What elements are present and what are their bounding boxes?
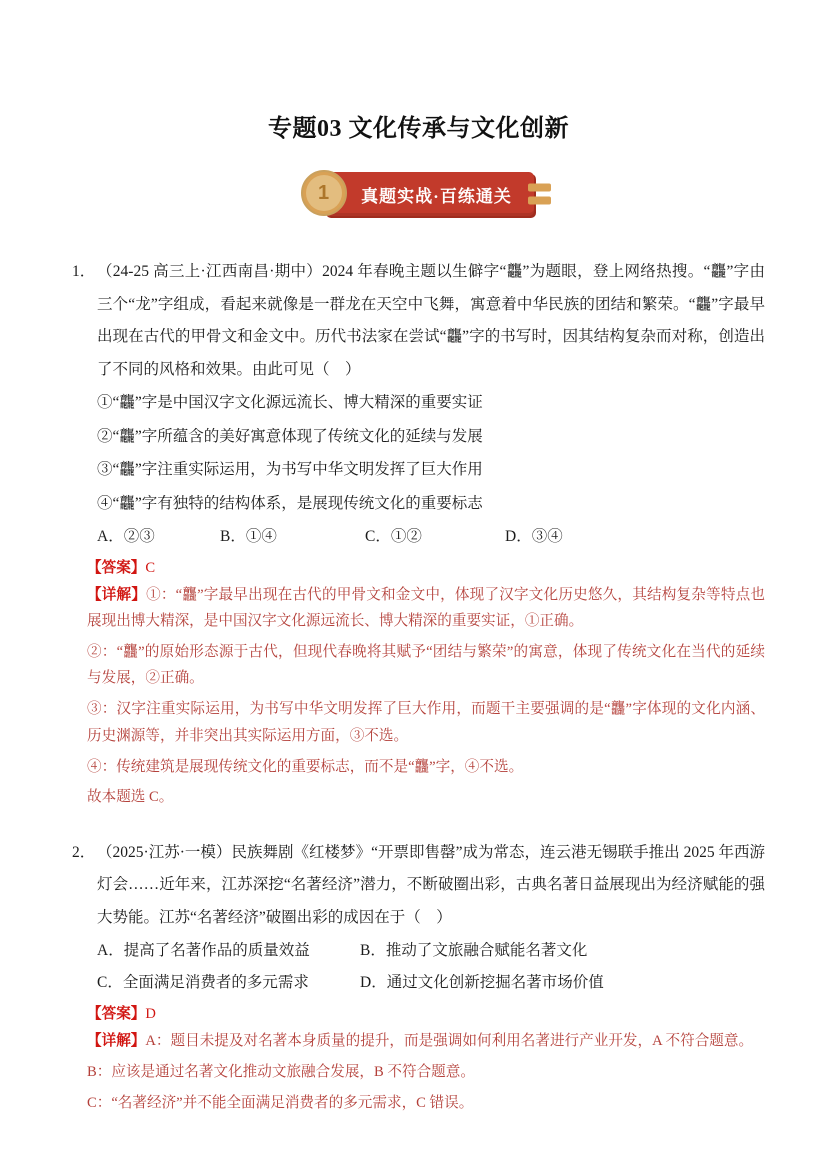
- statement-4: ④“龘”字有独特的结构体系，是展现传统文化的重要标志: [97, 494, 483, 512]
- question-2-number: 2．: [72, 843, 96, 861]
- question-2-stem: [72, 837, 765, 935]
- question-1-answer-block: [87, 555, 765, 811]
- choice-b: B．推动了文旅融合赋能名著文化: [360, 941, 588, 959]
- explanation-paragraph: B：应该是通过名著文化推动文旅融合发展，B 不符合题意。: [87, 1063, 475, 1080]
- explanation-paragraph: ②：“龘”的原始形态源于古代，但现代春晚将其赋予“团结与繁荣”的寓意，体现了传统文化在当代的延续与发展，②正确。: [87, 643, 765, 687]
- banner-number: 1: [317, 181, 330, 204]
- answer-line: [87, 555, 765, 582]
- statement-3: ③“龘”字注重实际运用，为书写中华文明发挥了巨大作用: [97, 461, 483, 479]
- section-banner: [317, 172, 534, 216]
- answer-label: 【答案】: [87, 1006, 146, 1023]
- explanation-paragraph: ④：传统建筑是展现传统文化的重要标志，而不是“龘”字，④不选。: [87, 758, 524, 775]
- explanation-paragraph: [87, 582, 765, 635]
- question-2-answer-block: [87, 1001, 765, 1116]
- explanation-text: A：题目未提及对名著本身质量的提升，而是强调如何利用名著进行产业开发，A 不符合题意。: [145, 1032, 754, 1049]
- question-1-stem-text: （24-25 高三上·江西南昌·期中）2024 年春晚主题以生僻字“龘”为题眼，登上网络热搜。“龘”字由三个“龙”字组成，看起来就像是一群龙在天空中飞舞，寓意着中华民族的团结和繁荣。“龘”字最早出现在古代的甲骨文和金文中。历代书法家在尝试“龘”字的书写时，因其结构复杂而对称，创造出了不同的风格和效果。由此可见（ ）: [97, 263, 765, 378]
- banner-badge-ring: [306, 175, 342, 211]
- question-list: [72, 256, 765, 1116]
- question-2: [72, 837, 765, 1116]
- question-1-statements: [97, 386, 765, 520]
- question-1-choices: [97, 520, 765, 553]
- choice-b: B．①④: [220, 528, 277, 546]
- page-title: 专题03 文化传承与文化创新: [268, 116, 569, 143]
- choice-d: D．通过文化创新挖掘名著市场价值: [360, 974, 604, 992]
- answer-line: [87, 1001, 765, 1028]
- explanation-conclusion: 故本题选 C。: [87, 789, 174, 806]
- question-2-choices: [97, 935, 765, 1000]
- banner-label: 真题实战·百练通关: [361, 186, 512, 206]
- statement-2: ②“龘”字所蕴含的美好寓意体现了传统文化的延续与发展: [97, 427, 483, 445]
- banner-ribbon: [324, 172, 534, 216]
- explanation-paragraph: C：“名著经济”并不能全面满足消费者的多元需求，C 错误。: [87, 1094, 474, 1111]
- answer-label: 【答案】: [87, 560, 146, 577]
- answer-value: D: [145, 1006, 156, 1023]
- question-2-stem-text: （2025·江苏·一模）民族舞剧《红楼梦》“开票即售罄”成为常态，连云港无锡联手推出 2025 年西游灯会……近年来，江苏深挖“名著经济”潜力，不断破圈出彩，古典名著日益展现出为经济赋能的强大势能。江苏“名著经济”破圈出彩的成因在于（ ）: [97, 843, 765, 927]
- question-1-stem: [72, 256, 765, 386]
- explanation-paragraph: ③：汉字注重实际运用，为书写中华文明发挥了巨大作用，而题干主要强调的是“龘”字体现的文化内涵、历史渊源等，并非突出其实际运用方面，③不选。: [87, 701, 765, 744]
- choice-d: D．③④: [505, 528, 563, 546]
- explanation-text: ①：“龘”字最早出现在古代的甲骨文和金文中，体现了汉字文化历史悠久，其结构复杂等特点也展现出博大精深，是中国汉字文化源远流长、博大精深的重要实证，①正确。: [87, 586, 765, 629]
- banner-number-badge: [301, 170, 347, 216]
- question-1: [72, 256, 765, 811]
- choice-a: A．提高了名著作品的质量效益: [97, 941, 310, 959]
- explanation-label: 【详解】: [87, 1032, 146, 1049]
- question-1-number: 1．: [72, 263, 96, 281]
- explanation-label: 【详解】: [87, 586, 147, 603]
- statement-1: ①“龘”字是中国汉字文化源远流长、博大精深的重要实证: [97, 394, 483, 412]
- explanation-paragraph: [87, 1028, 765, 1054]
- banner-dashes-icon: [528, 184, 551, 205]
- choice-c: C．①②: [365, 528, 422, 546]
- choice-a: A．②③: [97, 528, 155, 546]
- answer-value: C: [145, 560, 156, 577]
- choice-c: C．全面满足消费者的多元需求: [97, 974, 309, 992]
